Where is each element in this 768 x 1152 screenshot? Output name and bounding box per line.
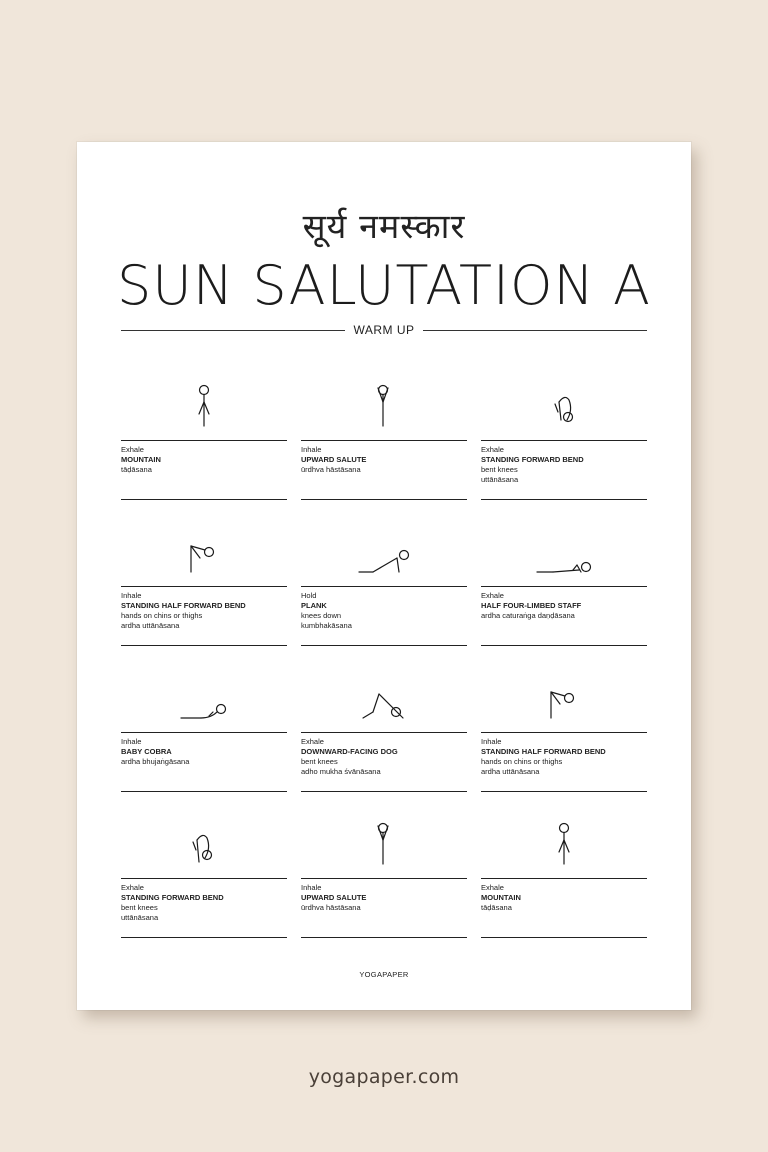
brand-label: YOGAPAPER xyxy=(359,970,409,979)
pose-breath: Exhale xyxy=(121,883,144,892)
pose-sanskrit: ardha bhujaṅgāsana xyxy=(121,757,190,766)
divider-line xyxy=(121,440,287,441)
pose-sanskrit: adho mukha śvānāsana xyxy=(301,767,381,776)
pose-breath: Inhale xyxy=(121,591,142,600)
divider-line xyxy=(301,645,467,646)
pose-name: HALF FOUR-LIMBED STAFF xyxy=(481,601,582,610)
pose-sanskrit: tāḍāsana xyxy=(121,465,152,474)
pose-note: hands on chins or thighs xyxy=(121,611,203,620)
divider-line xyxy=(121,499,287,500)
pose-sanskrit: tāḍāsana xyxy=(481,903,512,912)
pose-name: STANDING FORWARD BEND xyxy=(121,893,224,902)
pose-name: STANDING HALF FORWARD BEND xyxy=(121,601,246,610)
divider-line xyxy=(481,440,647,441)
pose-breath: Exhale xyxy=(301,737,324,746)
divider-line xyxy=(121,937,287,938)
divider-line xyxy=(121,732,287,733)
upward-salute-figure-icon xyxy=(301,382,467,440)
baby-cobra-figure-icon xyxy=(121,674,287,732)
pose-name: MOUNTAIN xyxy=(121,455,161,464)
divider-line xyxy=(481,499,647,500)
pose-sanskrit: ardha uttānāsana xyxy=(121,621,180,630)
pose-breath: Hold xyxy=(301,591,317,600)
pose-breath: Inhale xyxy=(301,445,322,454)
site-url: yogapaper.com xyxy=(308,1066,460,1088)
pose-name: MOUNTAIN xyxy=(481,893,521,902)
pose-note: bent knees xyxy=(121,903,158,912)
divider-line xyxy=(121,586,287,587)
pose-sanskrit: ūrdhva hāstāsana xyxy=(301,903,361,912)
pose-name: UPWARD SALUTE xyxy=(301,455,367,464)
divider-line xyxy=(301,791,467,792)
pose-breath: Exhale xyxy=(481,591,504,600)
pose-name: BABY COBRA xyxy=(121,747,172,756)
divider-line xyxy=(481,878,647,879)
pose-sanskrit: ūrdhva hāstāsana xyxy=(301,465,361,474)
pose-sanskrit: uttānāsana xyxy=(481,475,519,484)
mountain-figure-icon xyxy=(121,382,287,440)
divider-line-left xyxy=(121,330,345,331)
half-forward-bend-figure-icon xyxy=(481,674,647,732)
pose-breath: Inhale xyxy=(121,737,142,746)
section-divider xyxy=(121,322,647,338)
page-title: SUN SALUTATION A xyxy=(117,254,651,317)
pose-name: UPWARD SALUTE xyxy=(301,893,367,902)
forward-bend-figure-icon xyxy=(121,820,287,878)
divider-line xyxy=(301,937,467,938)
downward-dog-figure-icon xyxy=(301,674,467,732)
pose-sanskrit: uttānāsana xyxy=(121,913,159,922)
divider-line xyxy=(121,878,287,879)
pose-sanskrit: ardha uttānāsana xyxy=(481,767,540,776)
pose-breath: Exhale xyxy=(121,445,144,454)
hindi-title: सूर्य नमस्कार xyxy=(302,207,466,247)
pose-note: knees down xyxy=(301,611,342,620)
divider-line xyxy=(481,586,647,587)
pose-name: DOWNWARD-FACING DOG xyxy=(301,747,398,756)
divider-line xyxy=(121,791,287,792)
divider-line xyxy=(301,732,467,733)
pose-name: STANDING FORWARD BEND xyxy=(481,455,584,464)
divider-line xyxy=(481,732,647,733)
divider-line-right xyxy=(423,330,647,331)
pose-breath: Inhale xyxy=(301,883,322,892)
mountain-figure-icon xyxy=(481,820,647,878)
poster xyxy=(77,142,691,1010)
section-label: WARM UP xyxy=(353,323,415,337)
forward-bend-figure-icon xyxy=(481,382,647,440)
upward-salute-figure-icon xyxy=(301,820,467,878)
divider-line xyxy=(301,499,467,500)
pose-note: hands on chins or thighs xyxy=(481,757,563,766)
pose-sanskrit: ardha caturaṅga daṇḍāsana xyxy=(481,611,575,620)
divider-line xyxy=(121,645,287,646)
four-limbed-staff-figure-icon xyxy=(481,528,647,586)
divider-line xyxy=(481,791,647,792)
half-forward-bend-figure-icon xyxy=(121,528,287,586)
pose-name: PLANK xyxy=(301,601,327,610)
divider-line xyxy=(301,440,467,441)
pose-breath: Exhale xyxy=(481,883,504,892)
divider-line xyxy=(481,645,647,646)
pose-sanskrit: kumbhakāsana xyxy=(301,621,352,630)
pose-note: bent knees xyxy=(301,757,338,766)
divider-line xyxy=(301,878,467,879)
pose-breath: Exhale xyxy=(481,445,504,454)
plank-figure-icon xyxy=(301,528,467,586)
pose-name: STANDING HALF FORWARD BEND xyxy=(481,747,606,756)
pose-breath: Inhale xyxy=(481,737,502,746)
divider-line xyxy=(481,937,647,938)
divider-line xyxy=(301,586,467,587)
pose-note: bent knees xyxy=(481,465,518,474)
